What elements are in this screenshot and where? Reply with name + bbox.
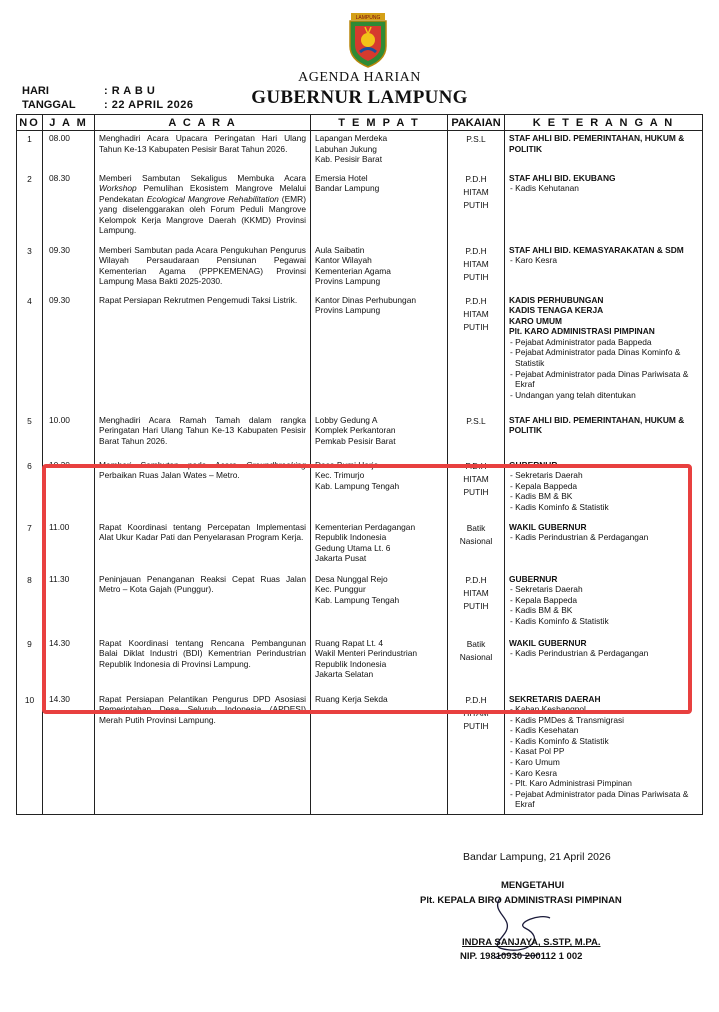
remarks-item: - Sekretaris Daerah bbox=[509, 470, 698, 481]
attire-line: P.S.L bbox=[466, 134, 486, 144]
location-line: Pemkab Pesisir Barat bbox=[315, 435, 396, 446]
table-row bbox=[17, 458, 703, 520]
location-line: Republik Indonesia bbox=[315, 532, 387, 543]
remarks-title: GUBERNUR bbox=[509, 573, 558, 584]
attire-line: Nasional bbox=[459, 535, 493, 546]
page-title: GUBERNUR LAMPUNG bbox=[251, 87, 468, 108]
remarks-item: - Pejabat Administrator pada Dinas Pariwisata & Ekraf bbox=[509, 789, 698, 810]
attire-line: HITAM bbox=[463, 707, 489, 718]
location-line: Kec. Punggur bbox=[315, 584, 366, 595]
attire-line: P.D.H bbox=[465, 245, 487, 256]
attire-line: HITAM bbox=[463, 308, 489, 319]
row-number: 1 bbox=[17, 131, 43, 171]
attire-line: Batik bbox=[466, 522, 486, 533]
row-time: 08.00 bbox=[43, 131, 95, 171]
location-line: Aula Saibatin bbox=[315, 244, 365, 255]
location-line: Desa Nunggal Rejo bbox=[315, 573, 388, 584]
signer-name: INDRA SANJAYA, S.STP, M.PA. bbox=[462, 937, 601, 948]
agenda-body bbox=[17, 131, 703, 815]
location-line: Jakarta Selatan bbox=[315, 669, 374, 680]
table-row bbox=[17, 171, 703, 243]
row-time: 09.30 bbox=[43, 243, 95, 293]
remarks-item: - Kepala Bappeda bbox=[509, 481, 698, 492]
row-attire bbox=[448, 520, 505, 572]
remarks-title: KADIS TENAGA KERJA bbox=[509, 305, 604, 316]
row-attire bbox=[448, 692, 505, 815]
row-event: Peninjauan Penanganan Reaksi Cepat Ruas Jalan Metro – Kota Gajah (Punggur). bbox=[95, 572, 311, 636]
row-location bbox=[311, 131, 448, 171]
table-row bbox=[17, 131, 703, 171]
row-number: 3 bbox=[17, 243, 43, 293]
location-line: Lobby Gedung A bbox=[315, 414, 378, 425]
row-location bbox=[311, 520, 448, 572]
row-event: Memberi Sambutan pada Acara Pengukuhan Pengurus Wilayah Persaudaraan Pensiunan Pegawai Kementerian Agama (PPPKEMENAG) Provinsi Lampung Masa Bakti 2025-2030. bbox=[95, 243, 311, 293]
table-row bbox=[17, 692, 703, 815]
row-event: Memberi Sambutan Sekaligus Membuka Acara Workshop Pemulihan Ekosistem Mangrove Melalui Pendekatan Ecological Mangrove Rehabilitation (EMR) yang diselenggarakan oleh Forum Peduli Mangrove Kelompok Kerja Mangrove Daerah (KKMD) Provinsi Lampung. bbox=[95, 171, 311, 243]
remarks-title: WAKIL GUBERNUR bbox=[509, 637, 587, 648]
row-event: Menghadiri Acara Ramah Tamah dalam rangka Peringatan Hari Ulang Tahun Ke-13 Kabupaten Pesisir Barat Tahun 2026. bbox=[95, 413, 311, 458]
remarks-item: - Karo Kesra bbox=[509, 255, 698, 266]
remarks-item: - Kadis Kominfo & Statistik bbox=[509, 502, 698, 513]
attire-line: P.S.L bbox=[466, 415, 486, 426]
row-attire bbox=[448, 171, 505, 243]
day-value: : R A B U bbox=[104, 85, 156, 97]
attire-line: P.D.H bbox=[465, 173, 487, 184]
agenda-table bbox=[16, 114, 703, 815]
table-row bbox=[17, 520, 703, 572]
location-line: Komplek Perkantoran bbox=[315, 425, 396, 436]
location-line: Provins Lampung bbox=[315, 276, 381, 287]
row-attire bbox=[448, 458, 505, 520]
row-event: Rapat Persiapan Rekrutmen Pengemudi Taksi Listrik. bbox=[95, 293, 311, 413]
location-line: Desa Bumi Harjo bbox=[315, 459, 379, 470]
row-time: 11.00 bbox=[43, 520, 95, 572]
remarks-title: STAF AHLI BID. PEMERINTAHAN, HUKUM & POLITIK bbox=[509, 133, 685, 154]
attire-line: PUTIH bbox=[463, 720, 489, 731]
location-line: Gedung Utama Lt. 6 bbox=[315, 542, 391, 553]
row-number: 8 bbox=[17, 572, 43, 636]
row-remarks bbox=[505, 171, 703, 243]
remarks-item: - Karo Kesra bbox=[509, 768, 698, 779]
col-header-no: NO bbox=[17, 115, 43, 131]
lampung-emblem-icon bbox=[345, 12, 391, 68]
remarks-item: - Kadis Perindustrian & Perdagangan bbox=[509, 648, 698, 659]
location-line: Bandar Lampung bbox=[315, 183, 380, 194]
table-row bbox=[17, 636, 703, 692]
location-line: Lapangan Merdeka bbox=[315, 133, 388, 143]
table-header-row bbox=[17, 115, 703, 131]
location-line: Kab. Lampung Tengah bbox=[315, 594, 400, 605]
location-line: Ruang Kerja Sekda bbox=[315, 693, 388, 704]
row-event: Rapat Koordinasi tentang Rencana Pembangunan Balai Diklat Industri (BDI) Kementrian Perindustrian Republik Indonesia di Provinsi Lampung. bbox=[95, 636, 311, 692]
remarks-item: - Kepala Bappeda bbox=[509, 595, 698, 606]
row-attire bbox=[448, 243, 505, 293]
row-event: Rapat Persiapan Pelantikan Pengurus DPD Asosiasi Pemerintahan Desa Seluruh Indonesia (APDESI) Merah Putih Provinsi Lampung. bbox=[95, 692, 311, 815]
remarks-title: Plt. KARO ADMINISTRASI PIMPINAN bbox=[509, 326, 655, 337]
remarks-item: - Plt. Karo Administrasi Pimpinan bbox=[509, 778, 698, 789]
attire-line: HITAM bbox=[463, 258, 489, 269]
row-time: 10.30 bbox=[43, 458, 95, 520]
remarks-item: - Kadis Kesehatan bbox=[509, 725, 698, 736]
remarks-title: STAF AHLI BID. PEMERINTAHAN, HUKUM & POLITIK bbox=[509, 414, 685, 436]
row-location bbox=[311, 293, 448, 413]
row-time: 14.30 bbox=[43, 636, 95, 692]
location-line: Kantor Wilayah bbox=[315, 255, 372, 266]
remarks-title: WAKIL GUBERNUR bbox=[509, 521, 587, 532]
row-attire bbox=[448, 572, 505, 636]
attire-line: Nasional bbox=[459, 651, 493, 662]
day-row bbox=[22, 85, 155, 97]
row-remarks bbox=[505, 413, 703, 458]
row-number: 5 bbox=[17, 413, 43, 458]
remarks-item: - Undangan yang telah ditentukan bbox=[509, 390, 698, 401]
row-remarks bbox=[505, 692, 703, 815]
date-value: : 22 APRIL 2026 bbox=[104, 99, 194, 111]
row-time: 09.30 bbox=[43, 293, 95, 413]
attire-line: HITAM bbox=[463, 587, 489, 598]
location-line: Kec. Trimurjo bbox=[315, 470, 365, 481]
row-remarks bbox=[505, 572, 703, 636]
acknowledge-label: MENGETAHUI bbox=[501, 880, 565, 891]
remarks-item: - Kadis Perindustrian & Perdagangan bbox=[509, 532, 698, 543]
remarks-item: - Kadis BM & BK bbox=[509, 491, 698, 502]
col-header-pakaian: PAKAIAN bbox=[448, 115, 505, 131]
attire-line: P.D.H bbox=[465, 694, 487, 705]
row-event: Menghadiri Acara Upacara Peringatan Hari Ulang Tahun Ke-13 Kabupaten Pesisir Barat Tahun 2026. bbox=[95, 131, 311, 171]
row-time: 10.00 bbox=[43, 413, 95, 458]
location-line: Provins Lampung bbox=[315, 305, 381, 316]
row-time: 08.30 bbox=[43, 171, 95, 243]
remarks-title: STAF AHLI BID. EKUBANG bbox=[509, 172, 616, 183]
col-header-acara: A C A R A bbox=[95, 115, 311, 131]
remarks-item: - Kadis Kehutanan bbox=[509, 183, 698, 194]
attire-line: P.D.H bbox=[465, 460, 487, 471]
row-time: 11.30 bbox=[43, 572, 95, 636]
signer-nip: NIP. 19810930 200112 1 002 bbox=[460, 951, 583, 962]
date-label: TANGGAL bbox=[22, 99, 76, 111]
attire-line: HITAM bbox=[463, 186, 489, 197]
remarks-item: - Kadis BM & BK bbox=[509, 605, 698, 616]
col-header-keterangan: K E T E R A N G A N bbox=[505, 115, 703, 131]
remarks-title: STAF AHLI BID. KEMASYARAKATAN & SDM bbox=[509, 244, 684, 255]
attire-line: HITAM bbox=[463, 473, 489, 484]
date-row bbox=[22, 99, 193, 111]
attire-line: PUTIH bbox=[463, 486, 489, 497]
remarks-item: - Kadis PMDes & Transmigrasi bbox=[509, 715, 698, 726]
row-remarks bbox=[505, 131, 703, 171]
attire-line: PUTIH bbox=[463, 600, 489, 611]
remarks-title: SEKRETARIS DAERAH bbox=[509, 693, 601, 704]
place-date: Bandar Lampung, 21 April 2026 bbox=[463, 851, 611, 863]
remarks-item: - Pejabat Administrator pada Bappeda bbox=[509, 337, 698, 348]
table-row bbox=[17, 293, 703, 413]
remarks-item: - Kadis Kominfo & Statistik bbox=[509, 736, 698, 747]
location-line: Kementerian Agama bbox=[315, 265, 391, 276]
remarks-title: GUBERNUR bbox=[509, 459, 558, 470]
row-number: 6 bbox=[17, 458, 43, 520]
location-line: Kementerian Perdagangan bbox=[315, 521, 416, 532]
row-remarks bbox=[505, 243, 703, 293]
row-number: 9 bbox=[17, 636, 43, 692]
location-line: Wakil Menteri Perindustrian bbox=[315, 648, 418, 659]
row-location bbox=[311, 572, 448, 636]
remarks-title: KARO UMUM bbox=[509, 315, 563, 326]
table-row bbox=[17, 413, 703, 458]
attire-line: PUTIH bbox=[463, 271, 489, 282]
row-remarks bbox=[505, 458, 703, 520]
row-event: Rapat Koordinasi tentang Percepatan Implementasi Alat Ukur Kadar Pati dan Penyelarasan Program Kerja. bbox=[95, 520, 311, 572]
remarks-item: - Kadis Kominfo & Statistik bbox=[509, 616, 698, 627]
row-location bbox=[311, 413, 448, 458]
signer-position: Plt. KEPALA BIRO ADMINISTRASI PIMPINAN bbox=[420, 895, 622, 906]
location-line: Labuhan Jukung bbox=[315, 143, 377, 154]
col-header-tempat: T E M P A T bbox=[311, 115, 448, 131]
row-attire bbox=[448, 131, 505, 171]
row-number: 2 bbox=[17, 171, 43, 243]
location-line: Jakarta Pusat bbox=[315, 553, 367, 564]
attire-line: P.D.H bbox=[465, 295, 487, 306]
remarks-item: - Pejabat Administrator pada Dinas Pariwisata & Ekraf bbox=[509, 369, 698, 390]
remarks-item: - Kaban Kesbangpol bbox=[509, 704, 698, 715]
logo-text: LAMPUNG bbox=[355, 14, 381, 21]
col-header-jam: J A M bbox=[43, 115, 95, 131]
row-remarks bbox=[505, 293, 703, 413]
location-line: Ruang Rapat Lt. 4 bbox=[315, 637, 383, 648]
table-row bbox=[17, 243, 703, 293]
row-number: 10 bbox=[17, 692, 43, 815]
row-remarks bbox=[505, 520, 703, 572]
remarks-item: - Pejabat Administrator pada Dinas Kominfo & Statistik bbox=[509, 347, 698, 368]
attire-line: PUTIH bbox=[463, 199, 489, 210]
row-remarks bbox=[505, 636, 703, 692]
remarks-item: - Sekretaris Daerah bbox=[509, 584, 698, 595]
row-location bbox=[311, 171, 448, 243]
row-event: Memberi Sambutan pada Acara Groundbreaking Perbaikan Ruas Jalan Wates – Metro. bbox=[95, 458, 311, 520]
location-line: Emersia Hotel bbox=[315, 172, 368, 183]
row-location bbox=[311, 458, 448, 520]
row-location bbox=[311, 692, 448, 815]
row-number: 4 bbox=[17, 293, 43, 413]
remarks-title: KADIS PERHUBUNGAN bbox=[509, 294, 604, 305]
agenda-label: AGENDA HARIAN bbox=[298, 70, 421, 85]
attire-line: P.D.H bbox=[465, 574, 487, 585]
row-attire bbox=[448, 636, 505, 692]
row-attire bbox=[448, 413, 505, 458]
row-number: 7 bbox=[17, 520, 43, 572]
row-time: 14.30 bbox=[43, 692, 95, 815]
row-location bbox=[311, 636, 448, 692]
location-line: Republik Indonesia bbox=[315, 658, 387, 669]
row-attire bbox=[448, 293, 505, 413]
table-row bbox=[17, 572, 703, 636]
remarks-item: - Kasat Pol PP bbox=[509, 746, 698, 757]
location-line: Kantor Dinas Perhubungan bbox=[315, 294, 417, 305]
attire-line: Batik bbox=[466, 638, 486, 649]
attire-line: PUTIH bbox=[463, 321, 489, 332]
location-line: Kab. Pesisir Barat bbox=[315, 154, 383, 165]
day-label: HARI bbox=[22, 85, 49, 97]
row-location bbox=[311, 243, 448, 293]
location-line: Kab. Lampung Tengah bbox=[315, 480, 400, 491]
remarks-item: - Karo Umum bbox=[509, 757, 698, 768]
